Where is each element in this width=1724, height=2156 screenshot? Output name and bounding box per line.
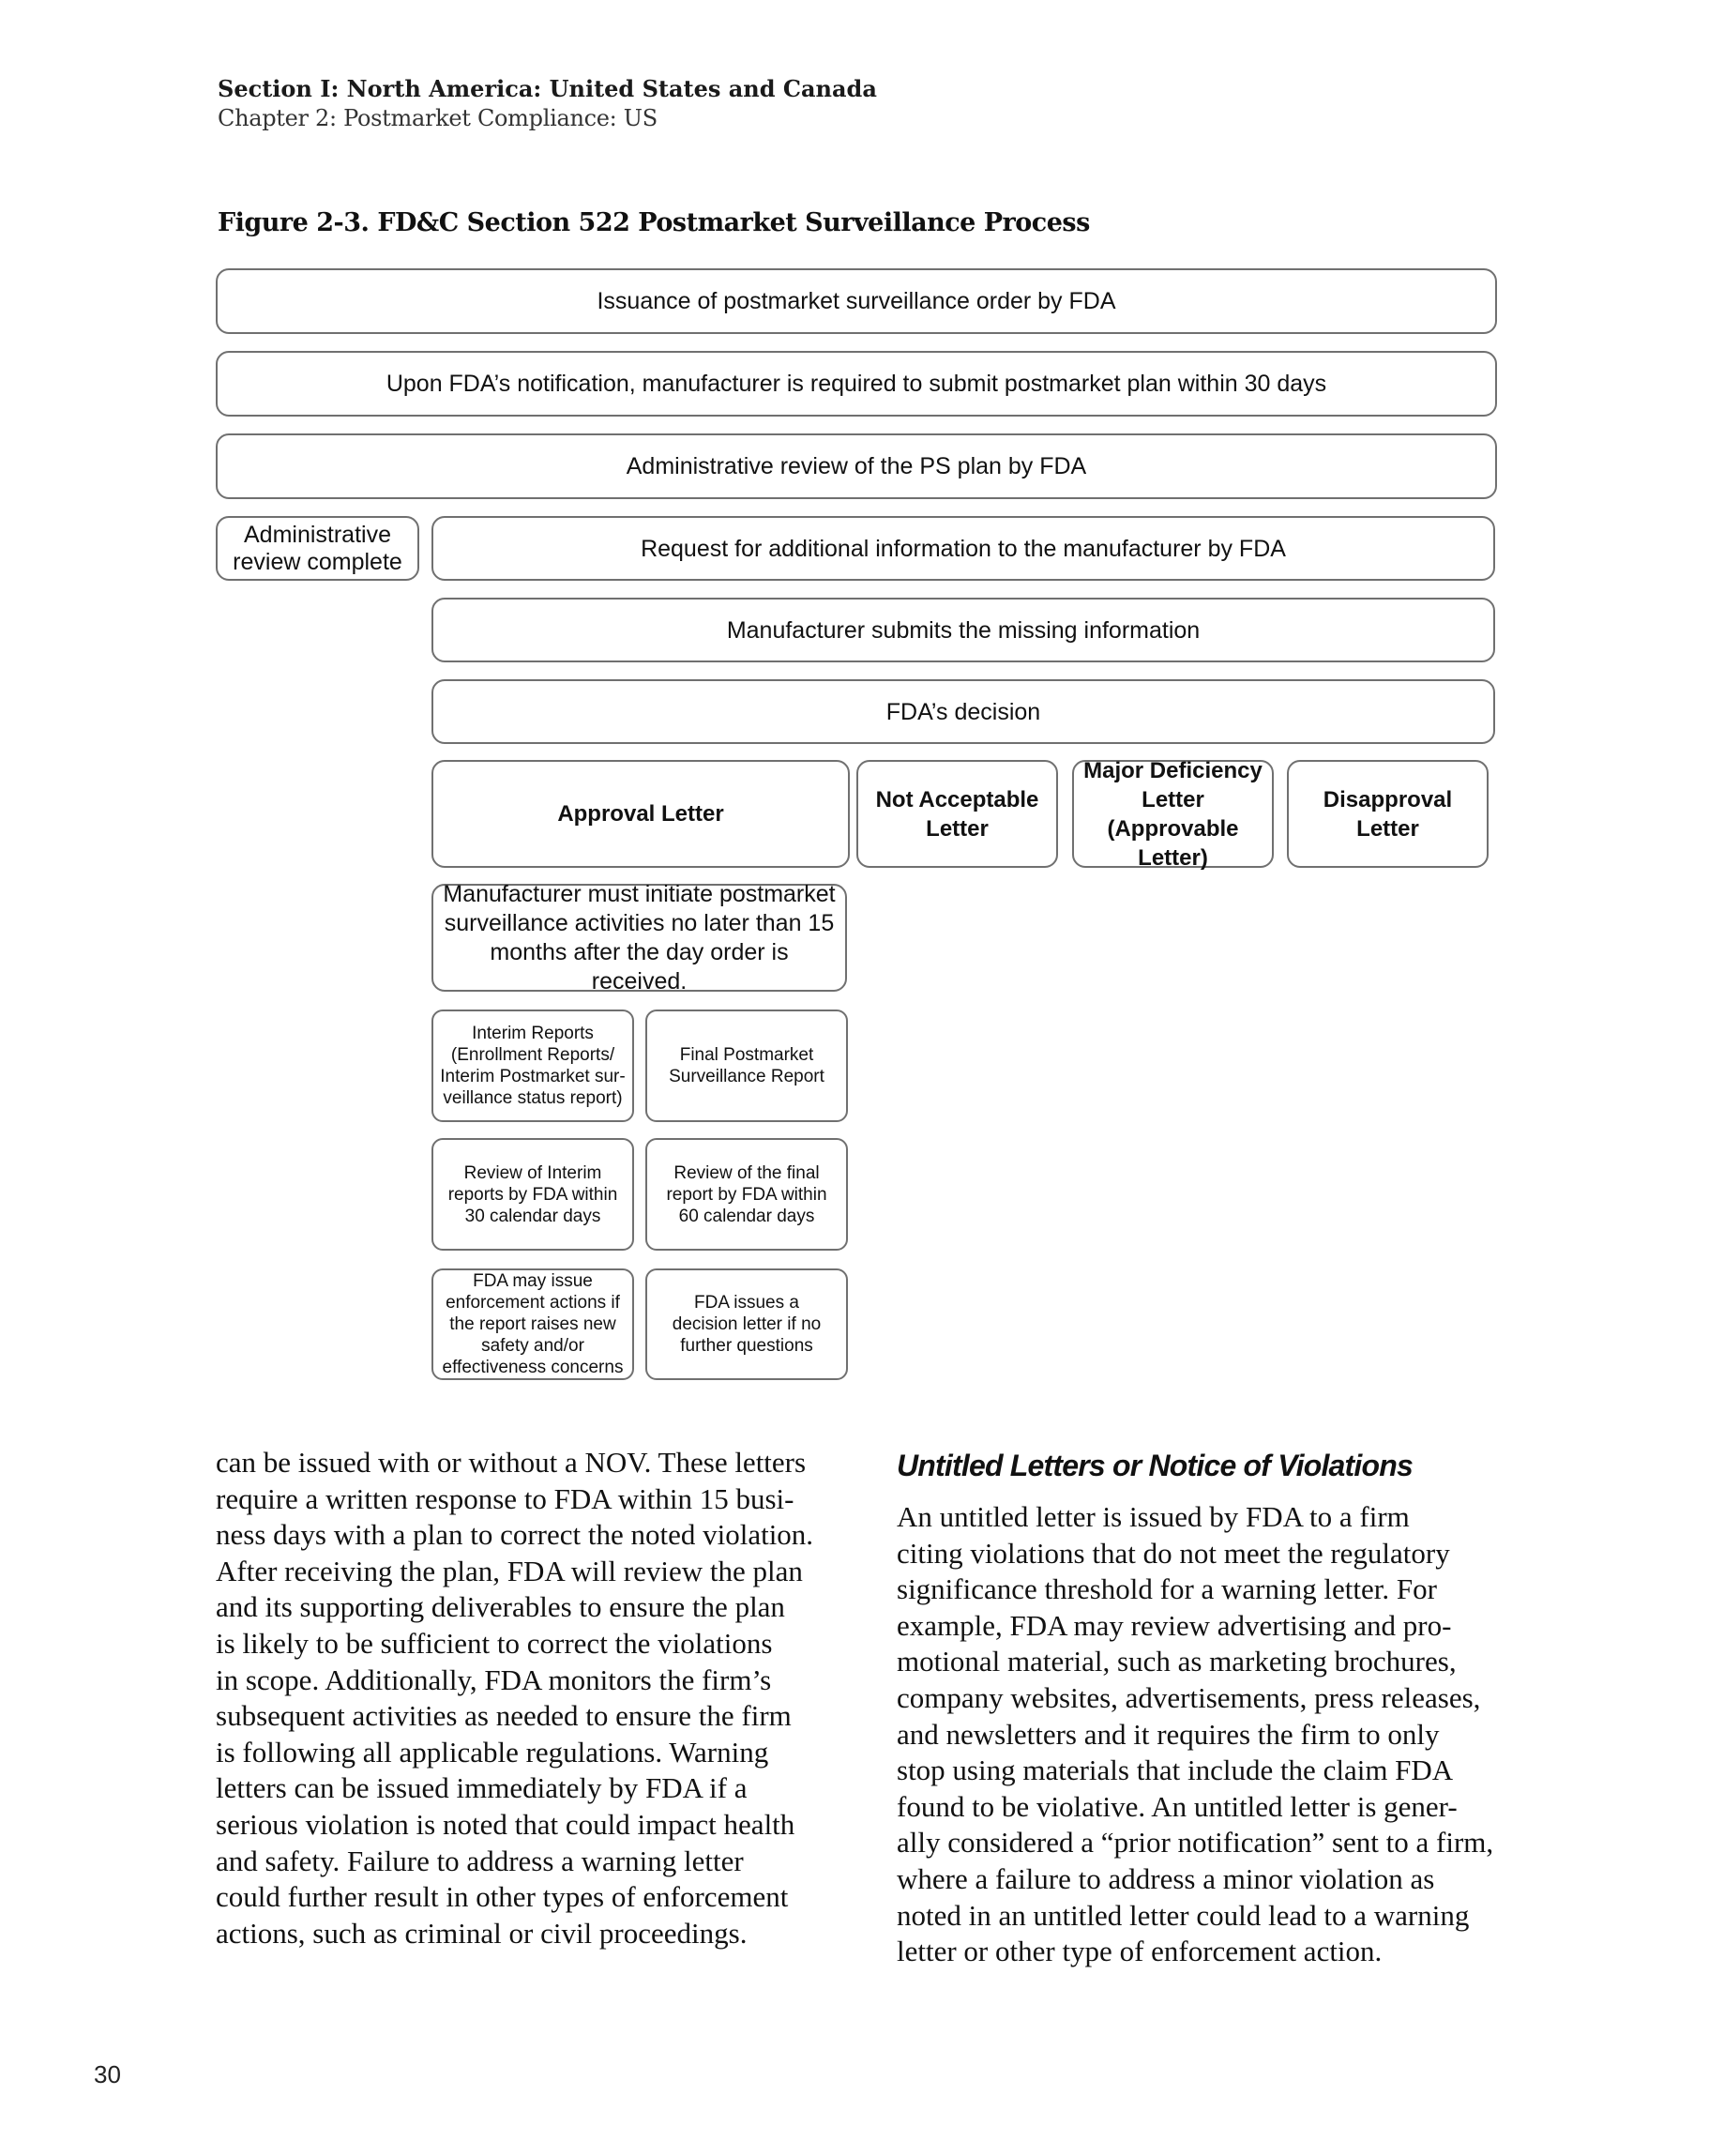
text-line: is likely to be sufficient to correct the violations	[216, 1626, 773, 1660]
text-line: serious violation is noted that could impact health	[216, 1807, 795, 1841]
text-line: actions, such as criminal or civil proceedings.	[216, 1916, 748, 1950]
review-interim: Review of Interim reports by FDA within 30 calendar days	[431, 1138, 634, 1251]
text-line: After receiving the plan, FDA will review the plan	[216, 1554, 803, 1587]
text-line: subsequent activities as needed to ensure the firm	[216, 1699, 792, 1733]
page-number: 30	[94, 2060, 121, 2088]
step-fda-decision: FDA’s decision	[431, 679, 1495, 744]
text-line: example, FDA may review advertising and pro-	[897, 1608, 1452, 1642]
disapproval-letter: Disapproval Letter	[1287, 760, 1489, 868]
text-line: and newsletters and it requires the firm to only	[897, 1717, 1440, 1751]
text-line: company websites, advertisements, press releases,	[897, 1680, 1481, 1714]
text-line: require a written response to FDA within 15 busi-	[216, 1481, 794, 1515]
text-line: significance threshold for a warning letter. For	[897, 1572, 1437, 1606]
step-admin-complete: Administrative review complete	[216, 516, 419, 581]
text-line: citing violations that do not meet the regulatory	[897, 1536, 1450, 1570]
step-submits-missing: Manufacturer submits the missing information	[431, 598, 1495, 662]
text-line: stop using materials that include the claim FDA	[897, 1754, 1454, 1787]
not-acceptable-letter: Not Acceptable Letter	[856, 760, 1058, 868]
step-admin-review: Administrative review of the PS plan by FDA	[216, 433, 1497, 499]
text-line: where a failure to address a minor violation as	[897, 1861, 1435, 1895]
text-line: could further result in other types of enforcement	[216, 1880, 789, 1914]
text-line: is following all applicable regulations. Warning	[216, 1735, 769, 1769]
step-notification: Upon FDA’s notification, manufacturer is required to submit postmarket plan within 30 days	[216, 351, 1497, 417]
text-line: letter or other type of enforcement action.	[897, 1935, 1383, 1968]
approval-letter: Approval Letter	[431, 760, 850, 868]
section-header: Section I: North America: United States and Canada	[218, 75, 877, 102]
initiate-surveillance: Manufacturer must initiate postmarket surveillance activities no later than 15 months after the day order is received.	[431, 884, 847, 992]
text-line: can be issued with or without a NOV. These letters	[216, 1446, 807, 1479]
chapter-header: Chapter 2: Postmarket Compliance: US	[218, 105, 658, 131]
step-request-info: Request for additional information to the manufacturer by FDA	[431, 516, 1495, 581]
figure-title: Figure 2-3. FD&C Section 522 Postmarket Surveillance Process	[218, 208, 1090, 237]
text-line: and safety. Failure to address a warning letter	[216, 1844, 744, 1877]
text-line: ness days with a plan to correct the noted violation.	[216, 1518, 814, 1552]
section-subheading: Untitled Letters or Notice of Violations	[897, 1449, 1413, 1482]
text-line: ally considered a “prior notification” sent to a firm,	[897, 1826, 1494, 1860]
review-final: Review of the final report by FDA within 60 calendar days	[645, 1138, 848, 1251]
text-line: found to be violative. An untitled letter is gener-	[897, 1789, 1458, 1823]
right-column-text	[897, 1499, 1535, 1970]
interim-reports: Interim Reports (Enrollment Reports/ Interim Postmarket sur-veillance status report)	[431, 1010, 634, 1122]
text-line: An untitled letter is issued by FDA to a firm	[897, 1500, 1410, 1533]
step-issuance: Issuance of postmarket surveillance order by FDA	[216, 268, 1497, 334]
text-line: noted in an untitled letter could lead to a warning	[897, 1898, 1470, 1932]
major-deficiency-letter: Major Deficiency Letter (Approvable Letter)	[1072, 760, 1274, 868]
text-line: letters can be issued immediately by FDA if a	[216, 1771, 748, 1805]
final-report: Final Postmarket Surveillance Report	[645, 1010, 848, 1122]
left-column-text	[216, 1445, 854, 1951]
text-line: in scope. Additionally, FDA monitors the firm’s	[216, 1663, 772, 1696]
text-line: motional material, such as marketing brochures,	[897, 1645, 1457, 1678]
decision-letter: FDA issues a decision letter if no further questions	[645, 1268, 848, 1380]
enforcement-actions: FDA may issue enforcement actions if the report raises new safety and/or effectiveness concerns	[431, 1268, 634, 1380]
text-line: and its supporting deliverables to ensure the plan	[216, 1590, 785, 1624]
